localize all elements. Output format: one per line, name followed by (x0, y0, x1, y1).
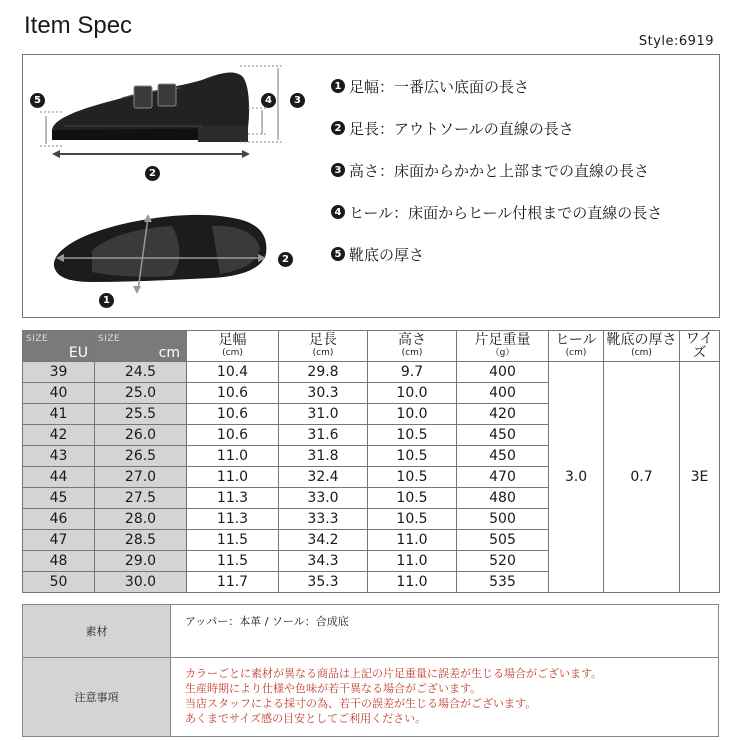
size-cm-cell: 29.0 (95, 551, 187, 572)
value-cell: 10.6 (187, 425, 279, 446)
value-cell: 11.0 (368, 551, 457, 572)
spec-item (331, 118, 662, 160)
header-size-eu: SIZE EU (23, 331, 95, 362)
spec-text: 靴底の厚さ (349, 246, 425, 264)
size-cm-cell: 25.5 (95, 404, 187, 425)
size-eu-cell: 48 (23, 551, 95, 572)
size-cm-cell: 26.5 (95, 446, 187, 467)
value-cell: 33.3 (279, 509, 368, 530)
value-cell: 400 (457, 383, 549, 404)
size-eu-cell: 42 (23, 425, 95, 446)
value-cell: 9.7 (368, 362, 457, 383)
spec-item (331, 160, 662, 202)
material-value: アッパー：本革 / ソール：合成底 (171, 605, 719, 658)
spec-number: 4 (331, 205, 345, 219)
value-cell: 450 (457, 446, 549, 467)
size-eu-cell: 45 (23, 488, 95, 509)
value-cell: 10.5 (368, 446, 457, 467)
value-cell: 400 (457, 362, 549, 383)
caution-line: カラーごとに素材が異なる商品は上記の片足重量に誤差が生じる場合がございます。 (185, 667, 603, 680)
value-cell: 30.3 (279, 383, 368, 404)
size-cm-cell: 27.5 (95, 488, 187, 509)
value-cell: 480 (457, 488, 549, 509)
wise-value-cell: 3E (680, 362, 720, 593)
header-height: 高さ (cm) (368, 331, 457, 362)
value-cell: 10.5 (368, 425, 457, 446)
header-sole: 靴底の厚さ (cm) (604, 331, 680, 362)
value-cell: 35.3 (279, 572, 368, 593)
value-cell: 420 (457, 404, 549, 425)
caution-list (171, 658, 719, 737)
header-size-cm: SIZE cm (95, 331, 187, 362)
header-foot-length: 足長 (cm) (279, 331, 368, 362)
caution-label: 注意事項 (23, 658, 171, 737)
value-cell: 505 (457, 530, 549, 551)
spec-legend (331, 76, 662, 286)
caution-line: あくまでサイズ感の目安としてご利用ください。 (185, 712, 427, 725)
value-cell: 500 (457, 509, 549, 530)
spec-item (331, 202, 662, 244)
value-cell: 10.6 (187, 383, 279, 404)
value-cell: 11.5 (187, 530, 279, 551)
size-cm-cell: 26.0 (95, 425, 187, 446)
spec-text: 足長：アウトソールの直線の長さ (349, 120, 574, 138)
caution-line: 生産時期により仕様や色味が若干異なる場合がございます。 (185, 682, 482, 695)
size-eu-cell: 43 (23, 446, 95, 467)
value-cell: 10.0 (368, 404, 457, 425)
value-cell: 11.0 (368, 530, 457, 551)
marker-2-sole: 2 (278, 252, 293, 267)
value-cell: 10.5 (368, 488, 457, 509)
value-cell: 32.4 (279, 467, 368, 488)
value-cell: 29.8 (279, 362, 368, 383)
spec-number: 3 (331, 163, 345, 177)
size-eu-cell: 46 (23, 509, 95, 530)
value-cell: 10.5 (368, 509, 457, 530)
value-cell: 10.5 (368, 467, 457, 488)
marker-4: 4 (261, 93, 276, 108)
caution-line: 当店スタッフによる採寸の為、若干の誤差が生じる場合がございます。 (185, 697, 537, 710)
value-cell: 31.6 (279, 425, 368, 446)
value-cell: 33.0 (279, 488, 368, 509)
table-row (23, 362, 720, 383)
spec-item (331, 76, 662, 118)
shoe-sole-view (54, 215, 266, 282)
value-cell: 31.0 (279, 404, 368, 425)
value-cell: 34.2 (279, 530, 368, 551)
spec-number: 5 (331, 247, 345, 261)
spec-number: 2 (331, 121, 345, 135)
header-heel: ヒール (cm) (549, 331, 604, 362)
size-cm-cell: 25.0 (95, 383, 187, 404)
value-cell: 34.3 (279, 551, 368, 572)
page-title: Item Spec (24, 12, 133, 39)
spec-text: ヒール：床面からヒール付根までの直線の長さ (349, 204, 663, 222)
value-cell: 11.7 (187, 572, 279, 593)
size-eu-cell: 41 (23, 404, 95, 425)
spec-text: 足幅：一番広い底面の長さ (349, 78, 530, 96)
value-cell: 535 (457, 572, 549, 593)
size-cm-cell: 27.0 (95, 467, 187, 488)
size-eu-cell: 47 (23, 530, 95, 551)
value-cell: 11.3 (187, 509, 279, 530)
marker-5: 5 (30, 93, 45, 108)
size-eu-cell: 39 (23, 362, 95, 383)
heel-value-cell: 3.0 (549, 362, 604, 593)
size-cm-cell: 24.5 (95, 362, 187, 383)
value-cell: 11.3 (187, 488, 279, 509)
size-eu-cell: 40 (23, 383, 95, 404)
size-table (22, 330, 720, 593)
value-cell: 31.8 (279, 446, 368, 467)
value-cell: 520 (457, 551, 549, 572)
notes-table (22, 604, 719, 737)
marker-1: 1 (99, 293, 114, 308)
marker-2-side: 2 (145, 166, 160, 181)
material-label: 素材 (23, 605, 171, 658)
marker-3: 3 (290, 93, 305, 108)
sole-value-cell: 0.7 (604, 362, 680, 593)
size-cm-cell: 30.0 (95, 572, 187, 593)
spec-item (331, 244, 662, 286)
header-weight: 片足重量 （g） (457, 331, 549, 362)
shoe-side-view (52, 73, 249, 142)
header-wise: ワイズ (680, 331, 720, 362)
value-cell: 450 (457, 425, 549, 446)
size-eu-cell: 44 (23, 467, 95, 488)
style-number: Style:6919 (638, 34, 714, 49)
value-cell: 11.5 (187, 551, 279, 572)
spec-text: 高さ：床面からかかと上部までの直線の長さ (349, 162, 650, 180)
value-cell: 10.0 (368, 383, 457, 404)
value-cell: 10.6 (187, 404, 279, 425)
shoe-diagram (22, 54, 322, 316)
value-cell: 11.0 (187, 467, 279, 488)
size-cm-cell: 28.5 (95, 530, 187, 551)
spec-number: 1 (331, 79, 345, 93)
header-foot-width: 足幅 (cm) (187, 331, 279, 362)
size-eu-cell: 50 (23, 572, 95, 593)
size-cm-cell: 28.0 (95, 509, 187, 530)
value-cell: 470 (457, 467, 549, 488)
value-cell: 11.0 (368, 572, 457, 593)
value-cell: 10.4 (187, 362, 279, 383)
value-cell: 11.0 (187, 446, 279, 467)
